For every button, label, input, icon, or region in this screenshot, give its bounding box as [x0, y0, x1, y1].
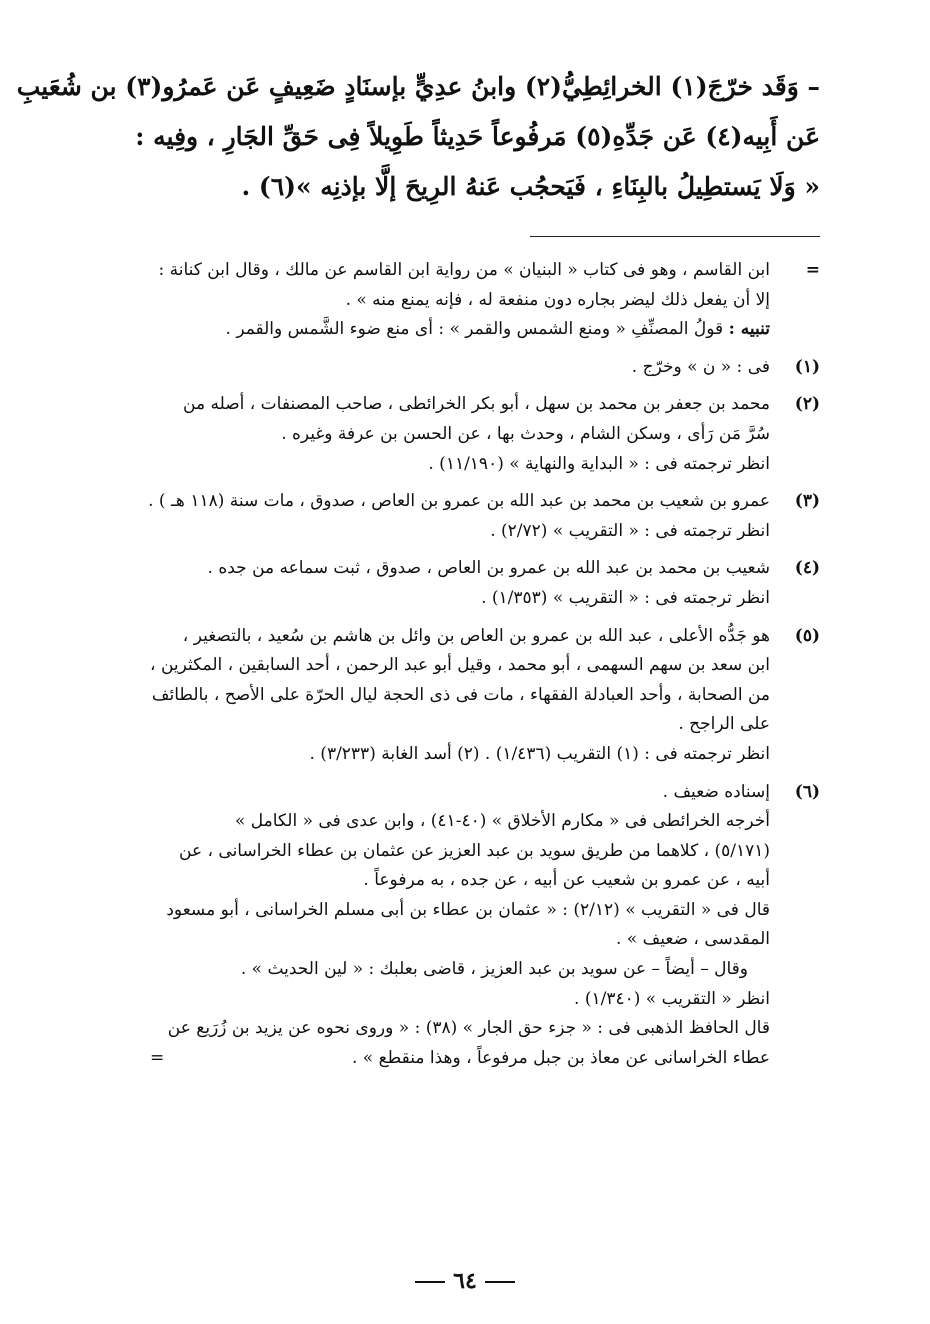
- footnote-marker: (٢): [794, 394, 820, 415]
- tanbih-line: [130, 315, 770, 345]
- footnote-separator: [530, 236, 820, 237]
- footnote-line: ابن سعد بن سهم السهمى ، أبو محمد ، وقيل أبو عبد الرحمن ، أحد السابقين ، المكثرين ،: [150, 655, 770, 676]
- footnote-continuation: [130, 256, 820, 345]
- footnote-line: شعيب بن محمد بن عبد الله بن عمرو بن العاص ، صدوق ، ثبت سماعه من جده .: [207, 558, 770, 579]
- main-line: « وَلَا يَستطِيلُ بالبِنَاءِ ، فَيَحجُب عَنهُ الرِيحَ إلَّا بإذنِه »(٦) .: [241, 172, 820, 201]
- page-number-dash: [415, 1281, 445, 1283]
- footnote-marker: (١): [794, 356, 820, 377]
- footnote-line: هو جَدُّه الأعلى ، عبد الله بن عمرو بن العاص بن وائل بن هاشم بن سُعيد ، بالتصغير ،: [182, 625, 770, 646]
- footnote-line: انظر ترجمته فى : (١) التقريب (١/٤٣٦) . (٢) أسد الغابة (٣/٢٣٣) .: [309, 743, 770, 764]
- footnote-line: من الصحابة ، وأحد العبادلة الفقهاء ، مات فى ذى الحجة ليال الحرّة على الأصح ، بالطائف: [151, 684, 770, 705]
- footnote-line: عمرو بن شعيب بن محمد بن عبد الله بن عمرو بن العاص ، صدوق ، مات سنة (١١٨ هـ ) .: [148, 491, 770, 512]
- footnote-line: (٥/١٧١) ، كلاهما من طريق سويد بن عبد العزيز عن عثمان بن عطاء الخراسانى ، عن: [179, 840, 770, 861]
- footnote-line: [130, 1044, 770, 1074]
- footnote-line: قال فى « التقريب » (٢/١٢) : « عثمان بن عطاء بن أبى مسلم الخراسانى ، أبو مسعود: [166, 899, 770, 920]
- footnote-line: إلا أن يفعل ذلك ليضر بجاره دون منفعة له ، فإنه يمنع منه » .: [345, 289, 770, 310]
- footnotes: [130, 256, 820, 1081]
- main-line: عَن أَبِيه(٤) عَن جَدِّهِ(٥) مَرفُوعاً حَدِيثاً طَوِيلاً فِى حَقِّ الجَارِ ، وفِيه :: [135, 122, 820, 151]
- continuation-marker: =: [805, 260, 820, 280]
- footnote-line: على الراجح .: [678, 714, 770, 735]
- trailing-marker: =: [150, 1047, 165, 1068]
- footnote-marker: (٦): [794, 781, 820, 802]
- footnote-1: [130, 353, 820, 383]
- tanbih-label: تنبيه :: [728, 319, 770, 340]
- footnote-line-text: عطاء الخراسانى عن معاذ بن جبل مرفوعاً ، وهذا منقطع » .: [352, 1047, 770, 1068]
- footnote-line: سُرَّ مَن رَأى ، وسكن الشام ، وحدث بها ، عن الحسن بن عرفة وغيره .: [281, 423, 770, 444]
- footnote-line: انظر ترجمته فى : « التقريب » (١/٣٥٣) .: [481, 587, 770, 608]
- footnote-line: قال الحافظ الذهبى فى : « جزء حق الجار » (٣٨) : « وروى نحوه عن يزيد بن زُرَيع عن: [167, 1018, 770, 1039]
- footnote-line: أبيه ، عن عمرو بن شعيب عن أبيه ، عن جده ، به مرفوعاً .: [363, 870, 770, 891]
- footnote-line: وقال – أيضاً – عن سويد بن عبد العزيز ، قاضى بعلبك : « لين الحديث » .: [240, 959, 748, 980]
- footnote-line: ابن القاسم ، وهو فى كتاب « البنيان » من رواية ابن القاسم عن مالك ، وقال ابن كنانة :: [158, 260, 770, 280]
- footnote-line: محمد بن جعفر بن محمد بن سهل ، أبو بكر الخرائطى ، صاحب المصنفات ، أصله من: [183, 394, 770, 415]
- footnote-line: انظر « التقريب » (١/٣٤٠) .: [574, 988, 770, 1009]
- footnote-2: [130, 390, 820, 479]
- footnote-marker: (٣): [794, 491, 820, 512]
- tanbih-text: قولُ المصنِّفِ « ومنع الشمس والقمر » : أى منع ضوء الشَّمس والقمر .: [225, 319, 724, 340]
- footnote-5: [130, 622, 820, 770]
- footnote-4: [130, 554, 820, 613]
- page-number: [0, 1268, 930, 1294]
- footnote-line: أخرجه الخرائطى فى « مكارم الأخلاق » (٤٠-٤١) ، وابن عدى فى « الكامل »: [234, 811, 770, 832]
- footnote-line: انظر ترجمته فى : « التقريب » (٢/٧٢) .: [490, 520, 770, 541]
- footnote-line: انظر ترجمته فى : « البداية والنهاية » (١١/١٩٠) .: [428, 453, 770, 474]
- page-number-dash: [485, 1281, 515, 1283]
- footnote-3: [130, 487, 820, 546]
- footnote-line: المقدسى ، ضعيف » .: [616, 929, 770, 950]
- page-number-value: ٦٤: [453, 1268, 477, 1294]
- footnote-6: [130, 778, 820, 1074]
- footnote-marker: (٥): [794, 625, 820, 646]
- footnote-line: إسناده ضعيف .: [662, 781, 770, 802]
- main-line: – وَقَد خرّجَ(١) الخرائِطِيُّ(٢) وابنُ عدِيٍّ بإسنَادٍ ضَعِيفٍ عَن عَمرُو(٣) بن شُعَيبِ: [16, 72, 820, 101]
- footnote-line: فى : « ن » وخرّج .: [631, 356, 770, 377]
- footnote-marker: (٤): [794, 558, 820, 579]
- main-text: [16, 62, 820, 212]
